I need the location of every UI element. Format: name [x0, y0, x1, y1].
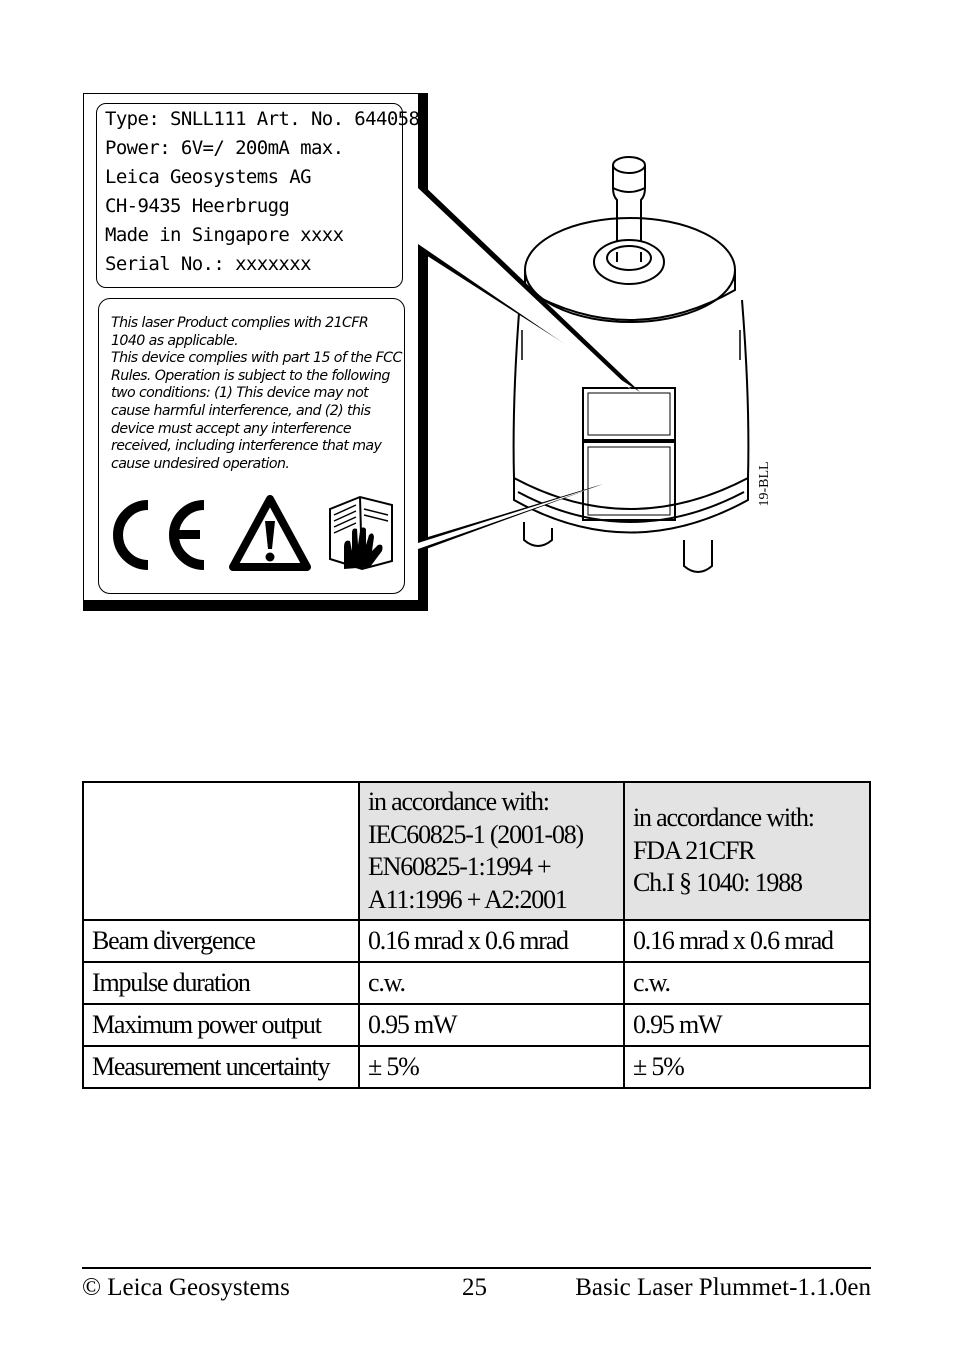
laser-plummet-drawing: [0, 0, 954, 650]
iec-value: ± 5%: [359, 1046, 624, 1088]
table-row: [83, 1046, 870, 1088]
iec-value: 0.95 mW: [359, 1004, 624, 1046]
manufacturer-line: Leica Geosystems AG: [105, 166, 311, 188]
row-label: Measurement uncertainty: [83, 1046, 359, 1088]
header-fda-line: in accordance with:: [633, 803, 814, 833]
header-iec-line: in accordance with:: [368, 787, 549, 816]
header-iec-line: IEC60825-1 (2001-08): [368, 819, 584, 849]
header-fda-line: FDA 21CFR: [633, 835, 755, 865]
fda-value: ± 5%: [624, 1046, 870, 1088]
page-number: 25: [462, 1274, 487, 1301]
iec-value: c.w.: [359, 962, 624, 1004]
laser-specs-table: [82, 781, 871, 1089]
table-row: [83, 920, 870, 962]
header-iec-line: A11:1996 + A2:2001: [368, 884, 567, 914]
footer-doc-title: Basic Laser Plummet-1.1.0en: [575, 1274, 871, 1301]
header-empty-cell: [83, 782, 359, 920]
type-line: Type: SNLL111 Art. No. 644058: [105, 108, 420, 130]
figure-id: 19-BLL: [757, 461, 772, 507]
fcc-compliance-text: This device complies with part 15 of the FCC Rules. Operation is subject to the following two conditions: (1) This device may not cause harmful interference, and (2) this device must accept any interference received, including interference that may cause undesired operation.: [111, 350, 402, 472]
power-line: Power: 6V=/ 200mA max.: [105, 137, 344, 159]
fda-value: 0.16 mrad x 0.6 mrad: [624, 920, 870, 962]
table-row: [83, 1004, 870, 1046]
origin-line: Made in Singapore xxxx: [105, 224, 344, 246]
serial-line: Serial No.: xxxxxxx: [105, 253, 311, 275]
header-fda-line: Ch.I § 1040: 1988: [633, 868, 802, 898]
header-iec-line: EN60825-1:1994 +: [368, 852, 551, 881]
fda-value: 0.95 mW: [624, 1004, 870, 1046]
row-label: Beam divergence: [83, 920, 359, 962]
table-header-row: [83, 782, 870, 920]
row-label: Impulse duration: [83, 962, 359, 1004]
cfr-compliance-text: This laser Product complies with 21CFR 1040 as applicable.: [111, 315, 369, 349]
table-row: [83, 962, 870, 1004]
header-iec-cell: [359, 782, 624, 920]
footer-copyright: © Leica Geosystems: [82, 1274, 290, 1301]
header-fda-cell: [624, 782, 870, 920]
row-label: Maximum power output: [83, 1004, 359, 1046]
fda-value: c.w.: [624, 962, 870, 1004]
address-line: CH-9435 Heerbrugg: [105, 195, 290, 217]
iec-value: 0.16 mrad x 0.6 mrad: [359, 920, 624, 962]
footer-divider: [82, 1267, 871, 1269]
